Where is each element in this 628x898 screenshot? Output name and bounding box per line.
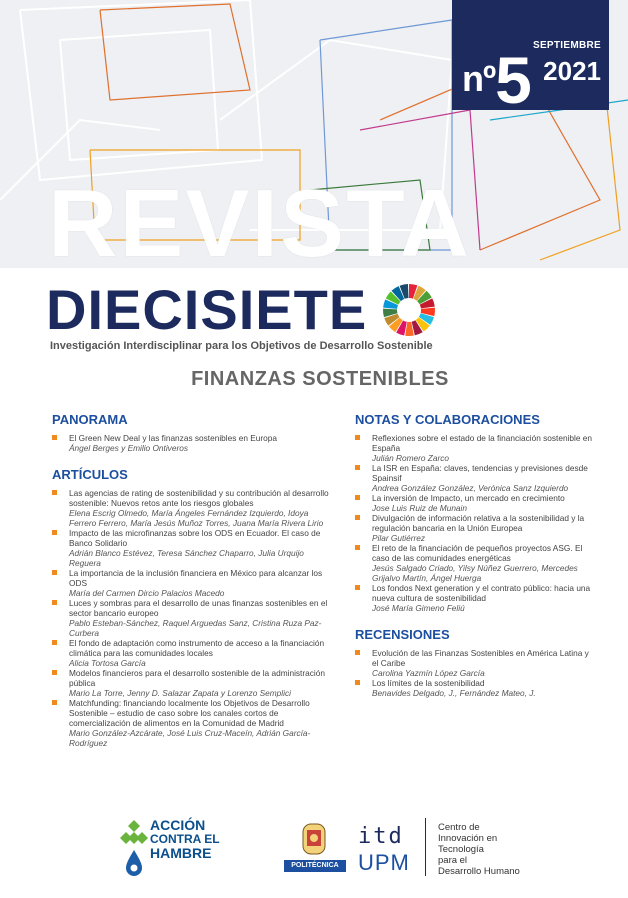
toc-entry-title: El reto de la financiación de pequeños proyectos ASG. El caso de las comunidades energéticas [372,543,583,563]
toc-entry[interactable] [355,543,595,583]
issue-theme: FINANZAS SOSTENIBLES [191,368,449,390]
itd-text: itd [358,824,404,849]
bullet-icon [355,515,360,520]
itd-divider [425,818,426,876]
section-title-articulos: ARTÍCULOS [52,467,128,482]
bullet-icon [52,600,57,605]
footer-logos [0,812,628,892]
section-title-panorama: PANORAMA [52,412,128,427]
articulos-list [52,488,336,748]
bullet-icon [355,465,360,470]
centro-line: Tecnología [438,844,484,855]
toc-entry-authors: Ángel Berges y Emilio Ontiveros [69,443,188,453]
issue-badge [452,0,609,117]
toc-entry-authors: María del Carmen Dircio Palacios Macedo [69,588,225,598]
section-title-recensiones: RECENSIONES [355,627,450,642]
toc-entry-title: Reflexiones sobre el estado de la financiación sostenible en España [372,433,593,453]
toc-entry-authors: Carolina Yazmín López García [372,668,485,678]
section-title-notas: NOTAS Y COLABORACIONES [355,412,540,427]
title-revista: REVISTA [48,170,471,268]
toc-entry[interactable] [355,648,595,678]
bullet-icon [52,490,57,495]
toc-entry[interactable] [52,488,336,528]
centro-line: Desarrollo Humano [438,866,520,877]
toc-entry[interactable] [355,678,595,698]
bullet-icon [52,700,57,705]
toc-entry[interactable] [52,528,336,568]
toc-entry-title: La importancia de la inclusión financiera en México para alcanzar los ODS [69,568,323,588]
toc-entry[interactable] [355,583,595,613]
bullet-icon [52,530,57,535]
bullet-icon [52,570,57,575]
bullet-icon [355,680,360,685]
toc-entry[interactable] [355,463,595,493]
accion-contra-el-hambre-text [150,818,220,860]
toc-entry-title: Modelos financieros para el desarrollo sostenible de la administración pública [69,668,325,688]
accion-contra-el-hambre-logo-icon [118,818,150,878]
toc-entry-title: Los límites de la sostenibilidad [372,678,485,688]
issue-number-value: 5 [495,43,531,117]
toc-entry-title: Evolución de las Finanzas Sostenibles en América Latina y el Caribe [372,648,589,668]
toc-entry-authors: Pilar Gutiérrez [372,533,426,543]
toc-entry-title: Las agencias de rating de sostenibilidad y su contribución al desarrollo sostenible: Nuevos retos ante los riesgos globales [69,488,329,508]
bullet-icon [355,650,360,655]
toc-entry-authors: Julián Romero Zarco [372,453,450,463]
acf-line2: CONTRA EL [150,832,220,846]
toc-entry-authors: Jesús Salgado Criado, Yilsy Núñez Guerrero, Mercedes Grijalvo Martín, Ángel Huerga [372,563,578,583]
sdg-wheel-icon [382,283,436,337]
acf-line3: HAMBRE [150,845,212,861]
panorama-list [52,433,336,453]
toc-entry-title: Impacto de las microfinanzas sobre los ODS en Ecuador. El caso de Banco Solidario [69,528,321,548]
title-diecisiete: DIECISIETE [46,278,368,341]
toc-entry[interactable] [52,698,336,748]
toc-entry-title: El Green New Deal y las finanzas sostenibles en Europa [69,433,277,443]
toc-entry-authors: Pablo Esteban-Sánchez, Raquel Arguedas Sanz, Cristina Ruza Paz-Curbera [69,618,322,638]
toc-entry-authors: Mario La Torre, Jenny D. Salazar Zapata y Lorenzo Semplici [69,688,291,698]
issue-prefix: nº [462,58,496,99]
centro-line: Innovación en [438,833,498,844]
toc-entry[interactable] [355,513,595,543]
subtitle: Investigación Interdisciplinar para los Objetivos de Desarrollo Sostenible [50,340,433,352]
toc-entry[interactable] [52,638,336,668]
itd-upm-text: UPM [358,850,410,875]
toc-entry[interactable] [52,433,336,453]
toc-entry-authors: José María Gimeno Feliú [372,603,465,613]
toc-entry-title: Los fondos Next generation y el contrato público: hacia una nueva cultura de sostenibilidad [372,583,591,603]
notas-list [355,433,595,613]
toc-entry-authors: Mario González-Azcárate, José Luis Cruz-Maceín, Adrián García-Rodríguez [69,728,311,748]
issue-month: SEPTIEMBRE [532,40,601,51]
bullet-icon [52,435,57,440]
toc-entry[interactable] [52,598,336,638]
toc-entry[interactable] [52,568,336,598]
bullet-icon [52,670,57,675]
bullet-icon [355,495,360,500]
bullet-icon [52,640,57,645]
toc-entry-authors: Alicia Tortosa García [69,658,146,668]
toc-entry-authors: Elena Escrig Olmedo, María Ángeles Fernández Izquierdo, Idoya Ferrero Ferrero, María Jesús Muñoz Torres, Juana María Rivera Lirio [69,508,324,528]
toc-entry[interactable] [355,493,595,513]
toc-entry-authors: Benavides Delgado, J., Fernández Mateo, J. [372,688,536,698]
toc-entry-title: El fondo de adaptación como instrumento de acceso a la financiación climática para las comunidades locales [69,638,325,658]
toc-entry[interactable] [355,433,595,463]
left-column [52,410,336,748]
recensiones-list [355,648,595,698]
issue-year: 2021 [543,56,601,86]
issue-number [462,30,531,117]
acf-line1: ACCIÓN [150,817,206,833]
upm-crest-icon [285,820,343,860]
toc-entry-title: Matchfunding: financiando localmente los Objetivos de Desarrollo Sostenible – estudio de caso sobre los canales cortos de comercialización de alimentos en la Comunidad de Madrid [69,698,310,728]
toc-entry-authors: Adrián Blanco Estévez, Teresa Sánchez Chaparro, Julia Urquijo Reguera [69,548,304,568]
bullet-icon [355,585,360,590]
right-column [355,410,595,698]
toc-entry-title: Luces y sombras para el desarrollo de unas finanzas sostenibles en el sector bancario europeo [69,598,328,618]
centro-line: Centro de [438,822,480,833]
bullet-icon [355,545,360,550]
toc-entry-title: La inversión de Impacto, un mercado en crecimiento [372,493,565,503]
toc-entry-title: La ISR en España: claves, tendencias y previsiones desde Spainsif [372,463,588,483]
cover-header [0,0,628,268]
centro-line: para el [438,855,468,866]
upm-label: POLITÉCNICA [284,860,346,872]
bullet-icon [355,435,360,440]
toc-entry[interactable] [52,668,336,698]
centro-text [438,822,520,877]
toc-entry-authors: Jose Luis Ruiz de Munain [372,503,468,513]
toc-entry-authors: Andrea González González, Verónica Sanz Izquierdo [372,483,569,493]
toc-entry-title: Divulgación de información relativa a la sostenibilidad y la regulación bancaria en la Unión Europea [372,513,585,533]
